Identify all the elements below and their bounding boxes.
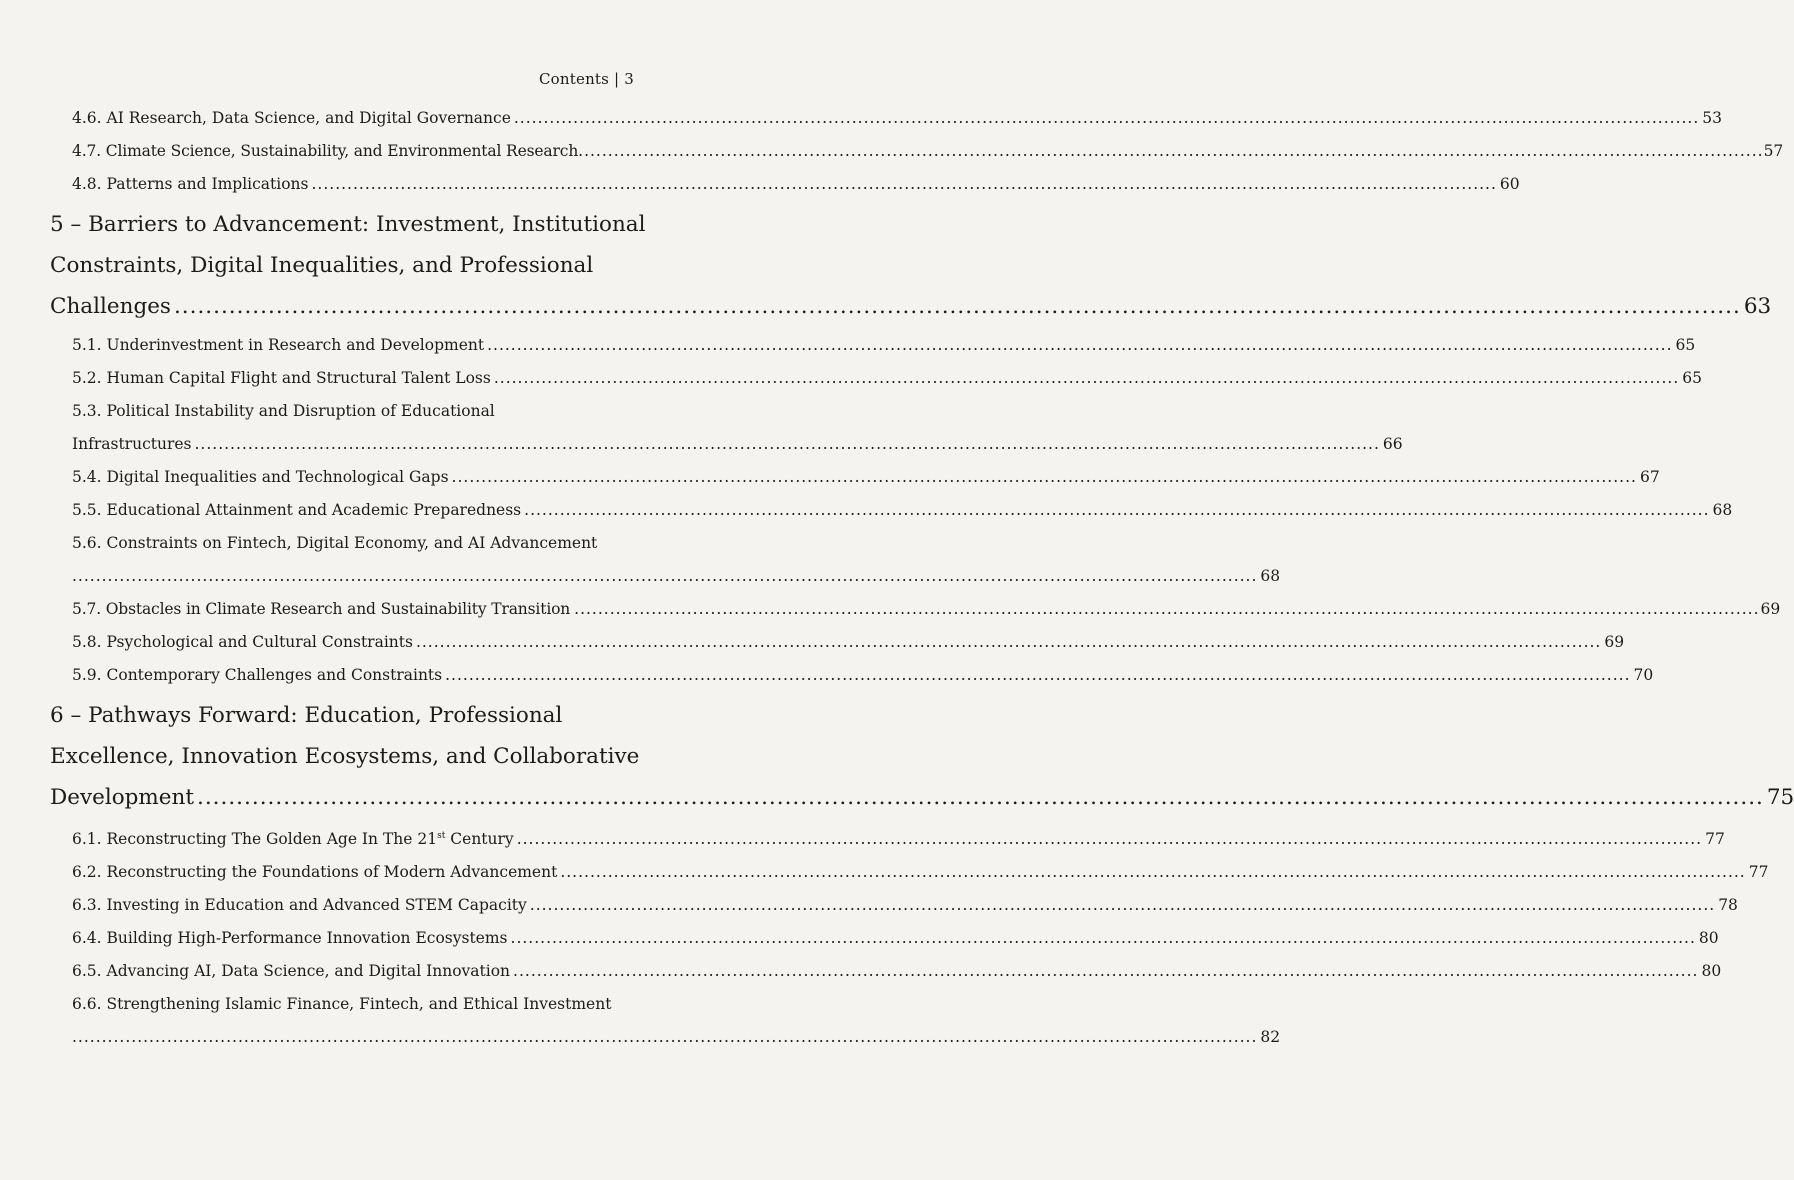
- entry-title-main: 6.1. Reconstructing The Golden Age In The 21: [72, 830, 438, 849]
- chapter-title-line-2: Constraints, Digital Inequalities, and Professional: [50, 253, 594, 278]
- page-number: 53: [1702, 109, 1723, 127]
- page-number: 69: [1604, 633, 1625, 651]
- chapter-title-line-1: 5 – Barriers to Advancement: Investment, Institutional: [50, 212, 646, 237]
- page-number: 77: [1748, 863, 1769, 882]
- entry-title: 4.8. Patterns and Implications: [72, 175, 309, 193]
- entry-title-line-2: Infrastructures: [72, 435, 192, 453]
- page-number: 70: [1633, 666, 1654, 684]
- entry-title-line-1: 5.3. Political Instability and Disruption of Educational: [72, 402, 495, 420]
- leader-dots: [445, 659, 1630, 692]
- entry-title: 5.1. Underinvestment in Research and Development: [72, 336, 485, 354]
- page-number: 80: [1698, 929, 1719, 948]
- leader-dots: [560, 856, 1745, 889]
- toc-entry-6-5[interactable]: [72, 955, 1722, 988]
- page-number: 68: [1260, 567, 1281, 585]
- entry-title: 6.3. Investing in Education and Advanced STEM Capacity: [72, 896, 527, 915]
- leader-dots: [574, 593, 1759, 626]
- leader-dots: [72, 560, 1257, 593]
- entry-title-line-1: 5.6. Constraints on Fintech, Digital Economy, and AI Advancement: [72, 534, 598, 552]
- toc-entry-6-4[interactable]: [72, 922, 1719, 955]
- entry-title: 4.7. Climate Science, Sustainability, and Environmental Research: [72, 142, 579, 160]
- running-header: Contents | 3: [539, 70, 634, 88]
- page-number: 78: [1718, 896, 1738, 915]
- leader-dots: [452, 461, 1637, 494]
- leader-dots: [195, 428, 1380, 461]
- leader-dots: [524, 494, 1709, 527]
- leader-dots: [578, 135, 1763, 168]
- page-number: 68: [1712, 501, 1733, 519]
- toc-chapter-6[interactable]: [50, 695, 1794, 818]
- toc-entry-5-7[interactable]: [72, 593, 1781, 626]
- page-number: 63: [1743, 294, 1772, 319]
- entry-title: 6.5. Advancing AI, Data Science, and Digital Innovation: [72, 962, 511, 981]
- leader-dots: [514, 102, 1699, 135]
- entry-title: 5.8. Psychological and Cultural Constraints: [72, 633, 413, 651]
- leader-dots: [530, 889, 1715, 922]
- page-number: 80: [1701, 962, 1722, 981]
- chapter-title-line-1: 6 – Pathways Forward: Education, Professional: [50, 703, 563, 728]
- page-number: 75: [1766, 785, 1794, 810]
- entry-title: 5.9. Contemporary Challenges and Constraints: [72, 666, 443, 684]
- page-number: 57: [1763, 142, 1784, 160]
- page-number: 66: [1382, 435, 1403, 453]
- toc-entry-6-6[interactable]: [72, 988, 1281, 1054]
- entry-title: 4.6. AI Research, Data Science, and Digital Governance: [72, 109, 511, 127]
- toc-entry-5-8[interactable]: [72, 626, 1625, 659]
- table-of-contents: [0, 102, 1794, 1054]
- ordinal-superscript: st: [437, 831, 446, 841]
- entry-title: 5.4. Digital Inequalities and Technological Gaps: [72, 468, 449, 486]
- leader-dots: [517, 823, 1702, 856]
- toc-entry-5-4[interactable]: [72, 461, 1660, 494]
- page-number: 77: [1705, 830, 1725, 849]
- page-number: 60: [1499, 175, 1520, 193]
- toc-entry-5-1[interactable]: [72, 329, 1696, 362]
- entry-title: [72, 820, 514, 856]
- leader-dots: [72, 1021, 1257, 1054]
- toc-entry-5-6[interactable]: [72, 527, 1281, 593]
- leader-dots: [511, 922, 1696, 955]
- toc-entry-4-6[interactable]: [72, 102, 1723, 135]
- toc-chapter-5[interactable]: [50, 204, 1772, 327]
- toc-entry-5-9[interactable]: [72, 659, 1654, 692]
- entry-title: 6.4. Building High-Performance Innovation Ecosystems: [72, 929, 508, 948]
- page-number: 65: [1675, 336, 1696, 354]
- chapter-title-line-2: Excellence, Innovation Ecosystems, and Collaborative: [50, 744, 640, 769]
- entry-title: 5.5. Educational Attainment and Academic Preparedness: [72, 501, 522, 519]
- leader-dots: [416, 626, 1601, 659]
- toc-entry-6-3[interactable]: [72, 889, 1738, 922]
- toc-entry-4-8[interactable]: [72, 168, 1520, 201]
- leader-dots: [513, 955, 1698, 988]
- toc-entry-5-3[interactable]: [72, 395, 1403, 461]
- page-number: 69: [1760, 600, 1781, 618]
- chapter-title-line-3: Development: [50, 785, 195, 810]
- toc-entry-6-1[interactable]: [72, 820, 1725, 856]
- leader-dots: [174, 286, 1741, 327]
- entry-title: 5.2. Human Capital Flight and Structural Talent Loss: [72, 369, 491, 387]
- toc-entry-5-2[interactable]: [72, 362, 1702, 395]
- leader-dots: [487, 329, 1672, 362]
- toc-entry-5-5[interactable]: [72, 494, 1733, 527]
- leader-dots: [312, 168, 1497, 201]
- leader-dots: [197, 777, 1764, 818]
- page-number: 65: [1682, 369, 1702, 387]
- entry-title: 5.7. Obstacles in Climate Research and Sustainability Transition: [72, 600, 571, 618]
- page-number: 82: [1260, 1028, 1281, 1047]
- chapter-title-line-3: Challenges: [50, 294, 171, 319]
- toc-entry-6-2[interactable]: [72, 856, 1769, 889]
- toc-entry-4-7[interactable]: [72, 135, 1784, 168]
- entry-title-end: Century: [445, 830, 514, 849]
- leader-dots: [494, 362, 1679, 395]
- page-number: 67: [1639, 468, 1660, 486]
- entry-title: 6.2. Reconstructing the Foundations of Modern Advancement: [72, 863, 558, 882]
- entry-title-line-1: 6.6. Strengthening Islamic Finance, Fintech, and Ethical Investment: [72, 995, 612, 1014]
